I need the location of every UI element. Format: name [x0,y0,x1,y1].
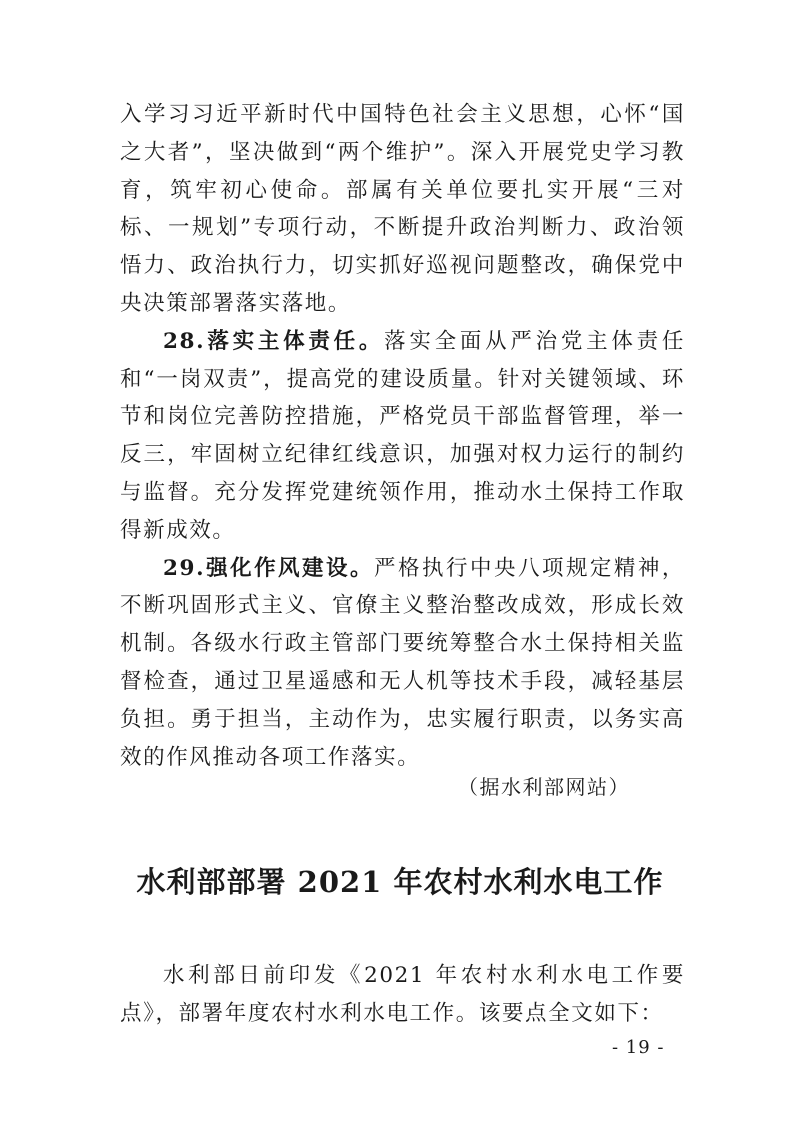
item-29-heading: 29.强化作风建设。 [163,555,375,581]
item-29-paragraph [120,550,685,777]
item-28-heading: 28.落实主体责任。 [163,328,385,354]
document-body-top [120,96,685,776]
source-attribution: （据水利部网站） [458,775,630,799]
page-number: - 19 - [612,1037,665,1058]
item-28-paragraph [120,323,685,550]
item-28-body: 落实全面从严治党主体责任和“一岗双责”，提高党的建设质量。针对关键领域、环节和岗位完善防控措施，严格党员干部监督管理，举一反三，牢固树立纪律红线意识，加强对权力运行的制约与监督。充分发挥党建统领作用，推动水土保持工作取得新成效。 [120,328,685,543]
item-29-body: 严格执行中央八项规定精神，不断巩固形式主义、官僚主义整治整改成效，形成长效机制。各级水行政主管部门要统筹整合水土保持相关监督检查，通过卫星遥感和无人机等技术手段，减轻基层负担。勇于担当，主动作为，忠实履行职责，以务实高效的作风推动各项工作落实。 [120,555,686,770]
article-title: 水利部部署 2021 年农村水利水电工作 [136,865,664,899]
article-intro-paragraph: 水利部日前印发《2021 年农村水利水电工作要点》，部署年度农村水利水电工作。该要点全文如下： [120,963,685,1026]
continuation-paragraph: 入学习习近平新时代中国特色社会主义思想，心怀“国之大者”，坚决做到“两个维护”。深入开展党史学习教育，筑牢初心使命。部属有关单位要扎实开展“三对标、一规划”专项行动，不断提升政治判断力、政治领悟力、政治执行力，切实抓好巡视问题整改，确保党中央决策部署落实落地。 [120,102,685,316]
document-body-bottom [120,957,685,1033]
